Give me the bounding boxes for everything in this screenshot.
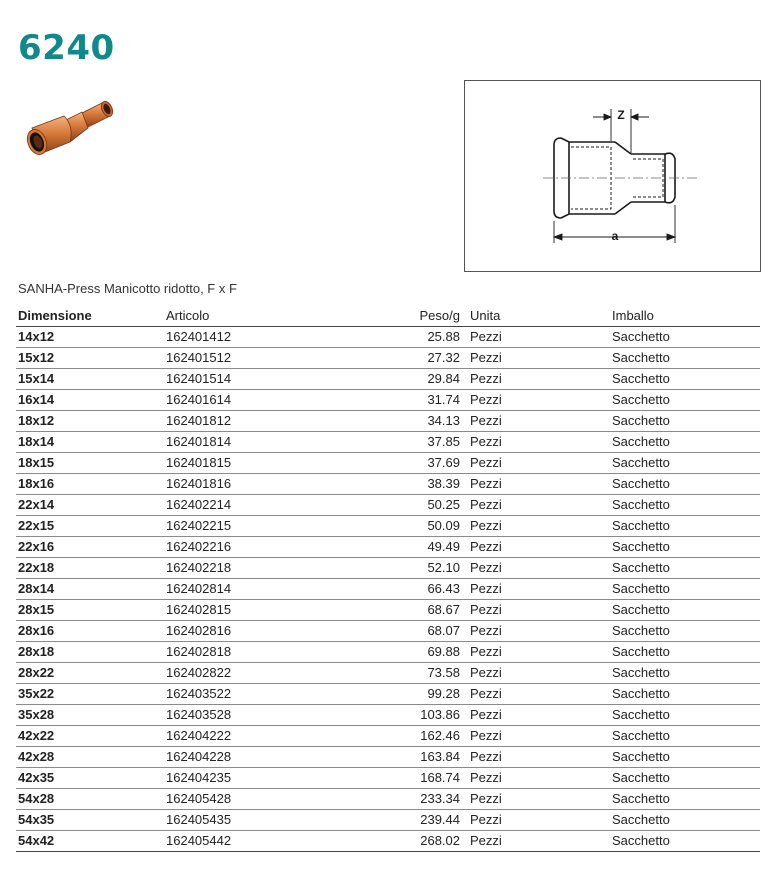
- header-weight: Peso/g: [312, 306, 468, 327]
- cell-weight: 25.88: [312, 327, 468, 348]
- cell-dimension: 22x16: [16, 537, 164, 558]
- cell-weight: 68.07: [312, 621, 468, 642]
- cell-packaging: Sacchetto: [610, 390, 760, 411]
- cell-dimension: 18x14: [16, 432, 164, 453]
- cell-packaging: Sacchetto: [610, 579, 760, 600]
- cell-weight: 268.02: [312, 831, 468, 852]
- cell-packaging: Sacchetto: [610, 663, 760, 684]
- table-row: [16, 789, 760, 810]
- cell-unit: Pezzi: [468, 768, 610, 789]
- table-row: [16, 411, 760, 432]
- cell-unit: Pezzi: [468, 516, 610, 537]
- cell-article: 162402814: [164, 579, 312, 600]
- cell-dimension: 18x12: [16, 411, 164, 432]
- cell-dimension: 16x14: [16, 390, 164, 411]
- cell-unit: Pezzi: [468, 432, 610, 453]
- cell-packaging: Sacchetto: [610, 642, 760, 663]
- cell-dimension: 28x16: [16, 621, 164, 642]
- table-row: [16, 747, 760, 768]
- cell-weight: 99.28: [312, 684, 468, 705]
- cell-article: 162401816: [164, 474, 312, 495]
- cell-weight: 66.43: [312, 579, 468, 600]
- cell-weight: 163.84: [312, 747, 468, 768]
- technical-drawing-icon: [464, 80, 761, 272]
- cell-packaging: Sacchetto: [610, 747, 760, 768]
- cell-unit: Pezzi: [468, 348, 610, 369]
- table-row: [16, 621, 760, 642]
- cell-article: 162404235: [164, 768, 312, 789]
- cell-article: 162405442: [164, 831, 312, 852]
- table-row: [16, 516, 760, 537]
- table-body: [16, 327, 760, 852]
- cell-weight: 68.67: [312, 600, 468, 621]
- cell-packaging: Sacchetto: [610, 810, 760, 831]
- cell-article: 162402216: [164, 537, 312, 558]
- cell-weight: 69.88: [312, 642, 468, 663]
- cell-packaging: Sacchetto: [610, 621, 760, 642]
- cell-dimension: 15x14: [16, 369, 164, 390]
- cell-packaging: Sacchetto: [610, 474, 760, 495]
- drawing-label-a: a: [611, 229, 619, 243]
- table-row: [16, 474, 760, 495]
- table-row: [16, 663, 760, 684]
- cell-article: 162401412: [164, 327, 312, 348]
- cell-weight: 162.46: [312, 726, 468, 747]
- cell-packaging: Sacchetto: [610, 369, 760, 390]
- cell-dimension: 54x42: [16, 831, 164, 852]
- cell-packaging: Sacchetto: [610, 537, 760, 558]
- table-row: [16, 348, 760, 369]
- copper-reducer-fitting-icon: [18, 92, 118, 162]
- drawing-label-z: Z: [617, 108, 625, 122]
- cell-unit: Pezzi: [468, 579, 610, 600]
- cell-weight: 29.84: [312, 369, 468, 390]
- cell-packaging: Sacchetto: [610, 516, 760, 537]
- cell-weight: 50.09: [312, 516, 468, 537]
- cell-packaging: Sacchetto: [610, 327, 760, 348]
- cell-unit: Pezzi: [468, 390, 610, 411]
- cell-packaging: Sacchetto: [610, 432, 760, 453]
- cell-dimension: 42x35: [16, 768, 164, 789]
- cell-weight: 37.85: [312, 432, 468, 453]
- table-row: [16, 684, 760, 705]
- cell-article: 162402816: [164, 621, 312, 642]
- table-row: [16, 831, 760, 852]
- cell-article: 162403522: [164, 684, 312, 705]
- cell-weight: 233.34: [312, 789, 468, 810]
- cell-article: 162402214: [164, 495, 312, 516]
- cell-dimension: 54x28: [16, 789, 164, 810]
- cell-article: 162402218: [164, 558, 312, 579]
- cell-unit: Pezzi: [468, 726, 610, 747]
- cell-weight: 50.25: [312, 495, 468, 516]
- table-row: [16, 495, 760, 516]
- header-dimension: Dimensione: [16, 306, 164, 327]
- cell-unit: Pezzi: [468, 684, 610, 705]
- cell-unit: Pezzi: [468, 558, 610, 579]
- cell-unit: Pezzi: [468, 642, 610, 663]
- cell-packaging: Sacchetto: [610, 348, 760, 369]
- cell-dimension: 14x12: [16, 327, 164, 348]
- header-article: Articolo: [164, 306, 312, 327]
- cell-weight: 73.58: [312, 663, 468, 684]
- cell-unit: Pezzi: [468, 705, 610, 726]
- cell-dimension: 22x14: [16, 495, 164, 516]
- cell-article: 162402822: [164, 663, 312, 684]
- cell-dimension: 22x18: [16, 558, 164, 579]
- cell-article: 162403528: [164, 705, 312, 726]
- cell-unit: Pezzi: [468, 747, 610, 768]
- cell-unit: Pezzi: [468, 621, 610, 642]
- cell-weight: 49.49: [312, 537, 468, 558]
- table-row: [16, 537, 760, 558]
- cell-article: 162405435: [164, 810, 312, 831]
- cell-dimension: 28x14: [16, 579, 164, 600]
- table-row: [16, 432, 760, 453]
- cell-dimension: 22x15: [16, 516, 164, 537]
- cell-unit: Pezzi: [468, 411, 610, 432]
- cell-packaging: Sacchetto: [610, 600, 760, 621]
- cell-dimension: 54x35: [16, 810, 164, 831]
- cell-dimension: 42x22: [16, 726, 164, 747]
- cell-weight: 34.13: [312, 411, 468, 432]
- cell-dimension: 42x28: [16, 747, 164, 768]
- cell-weight: 31.74: [312, 390, 468, 411]
- cell-unit: Pezzi: [468, 327, 610, 348]
- cell-weight: 239.44: [312, 810, 468, 831]
- product-code: 6240: [18, 28, 115, 68]
- cell-article: 162401614: [164, 390, 312, 411]
- cell-packaging: Sacchetto: [610, 684, 760, 705]
- cell-unit: Pezzi: [468, 663, 610, 684]
- product-description: SANHA-Press Manicotto ridotto, F x F: [18, 281, 237, 296]
- cell-article: 162401815: [164, 453, 312, 474]
- table-row: [16, 390, 760, 411]
- cell-packaging: Sacchetto: [610, 789, 760, 810]
- cell-article: 162404228: [164, 747, 312, 768]
- cell-unit: Pezzi: [468, 369, 610, 390]
- cell-dimension: 35x22: [16, 684, 164, 705]
- cell-dimension: 15x12: [16, 348, 164, 369]
- cell-article: 162402215: [164, 516, 312, 537]
- cell-dimension: 18x16: [16, 474, 164, 495]
- cell-dimension: 28x18: [16, 642, 164, 663]
- table-row: [16, 453, 760, 474]
- cell-dimension: 28x22: [16, 663, 164, 684]
- cell-unit: Pezzi: [468, 474, 610, 495]
- cell-weight: 37.69: [312, 453, 468, 474]
- cell-article: 162401814: [164, 432, 312, 453]
- cell-packaging: Sacchetto: [610, 411, 760, 432]
- cell-article: 162404222: [164, 726, 312, 747]
- table-row: [16, 558, 760, 579]
- cell-unit: Pezzi: [468, 495, 610, 516]
- cell-dimension: 28x15: [16, 600, 164, 621]
- table-row: [16, 726, 760, 747]
- table-row: [16, 369, 760, 390]
- cell-packaging: Sacchetto: [610, 726, 760, 747]
- table-row: [16, 810, 760, 831]
- cell-weight: 38.39: [312, 474, 468, 495]
- table-row: [16, 768, 760, 789]
- cell-article: 162401812: [164, 411, 312, 432]
- cell-weight: 168.74: [312, 768, 468, 789]
- spec-table: [16, 306, 760, 852]
- cell-weight: 103.86: [312, 705, 468, 726]
- cell-packaging: Sacchetto: [610, 768, 760, 789]
- table-row: [16, 642, 760, 663]
- cell-packaging: Sacchetto: [610, 495, 760, 516]
- table-row: [16, 579, 760, 600]
- cell-unit: Pezzi: [468, 831, 610, 852]
- cell-unit: Pezzi: [468, 537, 610, 558]
- table-row: [16, 705, 760, 726]
- cell-weight: 27.32: [312, 348, 468, 369]
- header-unit: Unita: [468, 306, 610, 327]
- cell-unit: Pezzi: [468, 789, 610, 810]
- cell-weight: 52.10: [312, 558, 468, 579]
- cell-unit: Pezzi: [468, 600, 610, 621]
- cell-article: 162402815: [164, 600, 312, 621]
- cell-article: 162401514: [164, 369, 312, 390]
- table-row: [16, 327, 760, 348]
- header-packaging: Imballo: [610, 306, 760, 327]
- cell-dimension: 18x15: [16, 453, 164, 474]
- cell-packaging: Sacchetto: [610, 705, 760, 726]
- cell-article: 162402818: [164, 642, 312, 663]
- table-header-row: [16, 306, 760, 327]
- table-row: [16, 600, 760, 621]
- cell-article: 162405428: [164, 789, 312, 810]
- cell-article: 162401512: [164, 348, 312, 369]
- cell-dimension: 35x28: [16, 705, 164, 726]
- cell-unit: Pezzi: [468, 810, 610, 831]
- cell-packaging: Sacchetto: [610, 558, 760, 579]
- cell-packaging: Sacchetto: [610, 831, 760, 852]
- cell-unit: Pezzi: [468, 453, 610, 474]
- cell-packaging: Sacchetto: [610, 453, 760, 474]
